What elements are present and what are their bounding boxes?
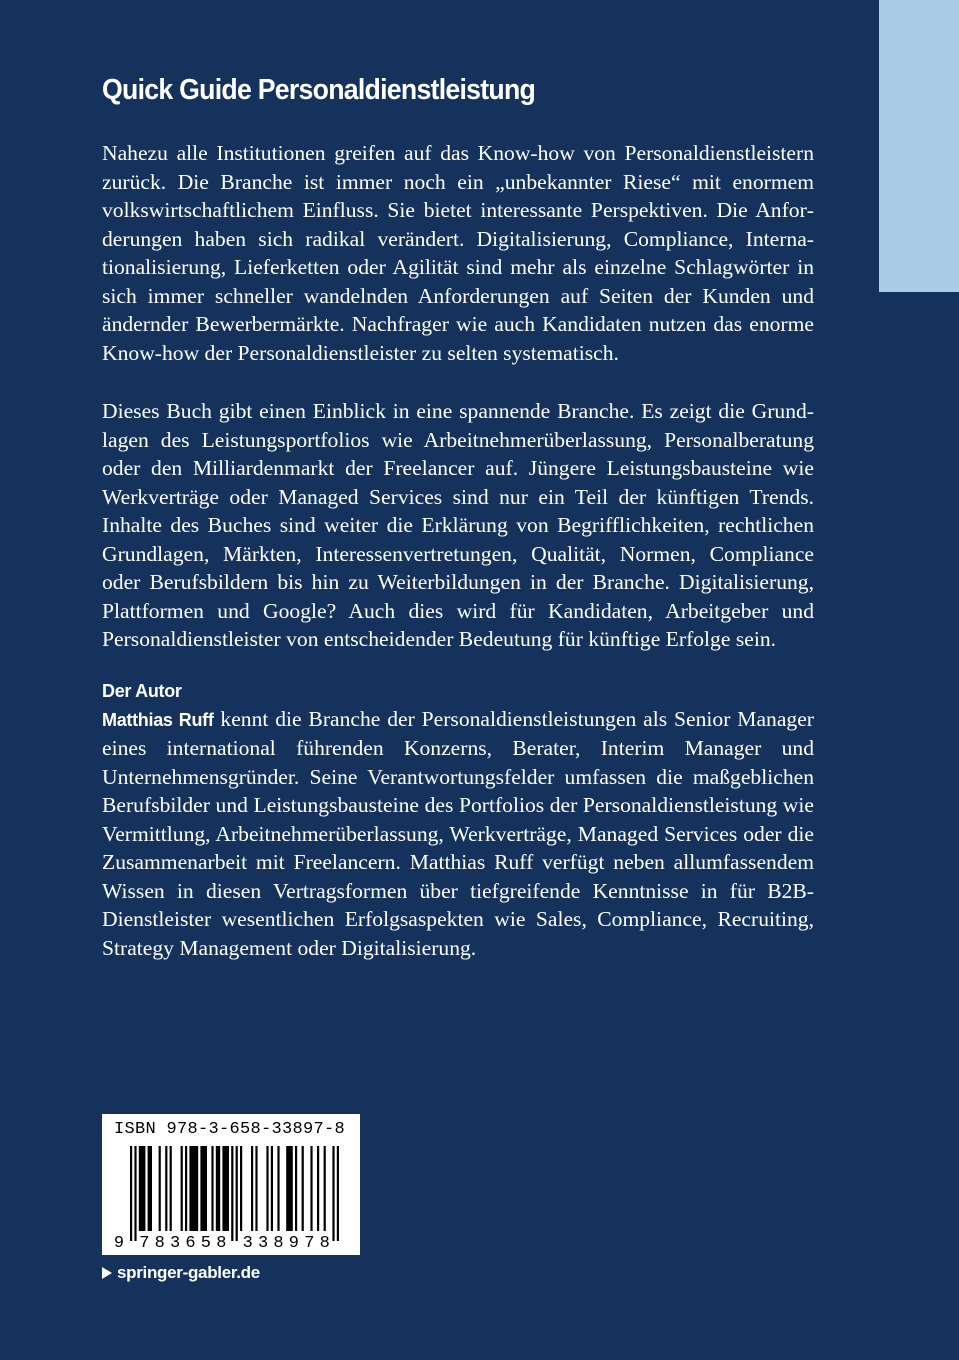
barcode-bar bbox=[332, 1146, 334, 1241]
barcode-bar bbox=[266, 1146, 268, 1231]
barcode-bars bbox=[130, 1146, 339, 1241]
barcode-digits bbox=[114, 1234, 330, 1253]
barcode-digit: 6 bbox=[185, 1234, 196, 1253]
barcode-digit: 8 bbox=[319, 1234, 330, 1253]
isbn-barcode bbox=[102, 1114, 360, 1255]
barcode-bar bbox=[185, 1146, 187, 1231]
barcode-bar bbox=[189, 1146, 198, 1231]
intro-paragraph: Nahezu alle Institutionen greifen auf das Know-how von Personaldienstleistern zurück. Die Branche ist immer noch ein „unbekannter Riese“ mit enormem volkswirtschaftlichem Einfluss. Sie bietet interessante Perspektiven. Die Anforderungen haben sich radikal verändert. Digitalisierung, Compliance, Internationalisierung, Lieferketten oder Agilität sind mehr als einzelne Schlagwörter in sich immer schneller wandelnden Anforderungen auf Seiten der Kunden und ändernder Bewerbermärkte. Nachfrager wie auch Kandidaten nutzen das enorme Know-how der Personaldienstleister zu selten systematisch. bbox=[102, 141, 814, 365]
barcode-bar bbox=[222, 1146, 229, 1231]
arrow-right-icon bbox=[102, 1267, 112, 1279]
barcode-graphic bbox=[102, 1114, 360, 1255]
website-label: springer-gabler.de bbox=[117, 1263, 260, 1282]
barcode-digit: 3 bbox=[257, 1234, 269, 1253]
barcode-bar bbox=[277, 1146, 279, 1231]
barcode-digit: 5 bbox=[200, 1234, 212, 1253]
barcode-bar bbox=[170, 1146, 172, 1231]
barcode-bar bbox=[148, 1146, 152, 1231]
publisher-website[interactable] bbox=[102, 1261, 260, 1285]
back-cover-text bbox=[102, 70, 814, 962]
barcode-digit: 3 bbox=[169, 1234, 181, 1253]
barcode-bar bbox=[236, 1146, 238, 1241]
barcode-bar bbox=[134, 1146, 136, 1241]
barcode-bar bbox=[231, 1146, 233, 1241]
barcode-bar bbox=[181, 1146, 183, 1231]
author-bio-paragraph bbox=[102, 705, 814, 963]
barcode-digit: 7 bbox=[139, 1234, 150, 1253]
barcode-bar bbox=[251, 1146, 253, 1231]
barcode-digit: 9 bbox=[288, 1234, 300, 1253]
barcode-bar bbox=[271, 1146, 273, 1231]
barcode-bar bbox=[165, 1146, 167, 1231]
isbn-label: ISBN 978-3-658-33897-8 bbox=[114, 1120, 346, 1139]
author-name: Matthias Ruff bbox=[102, 709, 214, 730]
barcode-bar bbox=[159, 1146, 161, 1231]
barcode-bar bbox=[139, 1146, 146, 1231]
author-bio: kennt die Branche der Personaldienstleistungen als Senior Manager eines international führenden Konzerns, Berater, Interim Manager und Unternehmensgründer. Seine Verantwortungsfelder umfassen die maßgeblichen Berufsbilder und Leistungsbausteine des Portfolios der Personaldienstleistung wie Vermittlung, Arbeitnehmerüberlassung, Werkverträge, Managed Services oder die Zusammenarbeit mit Freelancern. Matthias Ruff verfügt neben allumfassendem Wissen in diesen Vertragsformen über tiefgreifende Kenntnisse in für B2B-Dienstleister wesentlichen Erfolgsaspekten wie Sales, Compliance, Recruiting, Strategy Management oder Digitalisierung. bbox=[102, 706, 814, 960]
barcode-bar bbox=[337, 1146, 339, 1241]
barcode-bar bbox=[211, 1146, 213, 1231]
barcode-bar bbox=[324, 1146, 326, 1231]
accent-strip bbox=[879, 0, 959, 292]
barcode-digit: 8 bbox=[273, 1234, 284, 1253]
author-heading: Der Autor bbox=[102, 680, 182, 701]
content-paragraph: Dieses Buch gibt einen Einblick in eine spannende Branche. Es zeigt die Grundlagen des Leistungsportfolios wie Arbeitnehmerüberlassung, Personalberatung oder den Milliardenmarkt der Freelancer auf. Jüngere Leistungsbausteine wie Werkverträge oder Managed Services sind nur ein Teil der künftigen Trends. Inhalte des Buches sind weiter die Erklärung von Begrifflichkeiten, rechtlichen Grundlagen, Märkten, Interessenvertretungen, Qualität, Normen, Compliance oder Berufsbildern bis hin zu Weiterbildungen in der Branche. Digitalisierung, Plattformen und Google? Auch dies wird für Kandidaten, Arbeitgeber und Personaldienstleister von entscheidender Bedeutung für künftige Erfolge sein. bbox=[102, 399, 814, 651]
barcode-bar bbox=[216, 1146, 220, 1231]
barcode-digit: 9 bbox=[113, 1234, 125, 1253]
barcode-bar bbox=[240, 1146, 242, 1231]
barcode-digit: 8 bbox=[216, 1234, 227, 1253]
barcode-digit: 7 bbox=[304, 1234, 315, 1253]
barcode-bar bbox=[130, 1146, 132, 1241]
barcode-bar bbox=[255, 1146, 257, 1231]
barcode-bar bbox=[295, 1146, 297, 1231]
barcode-bar bbox=[302, 1146, 304, 1231]
barcode-digit: 8 bbox=[154, 1234, 165, 1253]
barcode-digit: 3 bbox=[242, 1234, 253, 1253]
barcode-bar bbox=[310, 1146, 312, 1231]
barcode-bar bbox=[317, 1146, 319, 1231]
book-title: Quick Guide Personaldienstleistung bbox=[102, 74, 536, 106]
barcode-bar bbox=[200, 1146, 207, 1231]
barcode-bar bbox=[286, 1146, 293, 1231]
